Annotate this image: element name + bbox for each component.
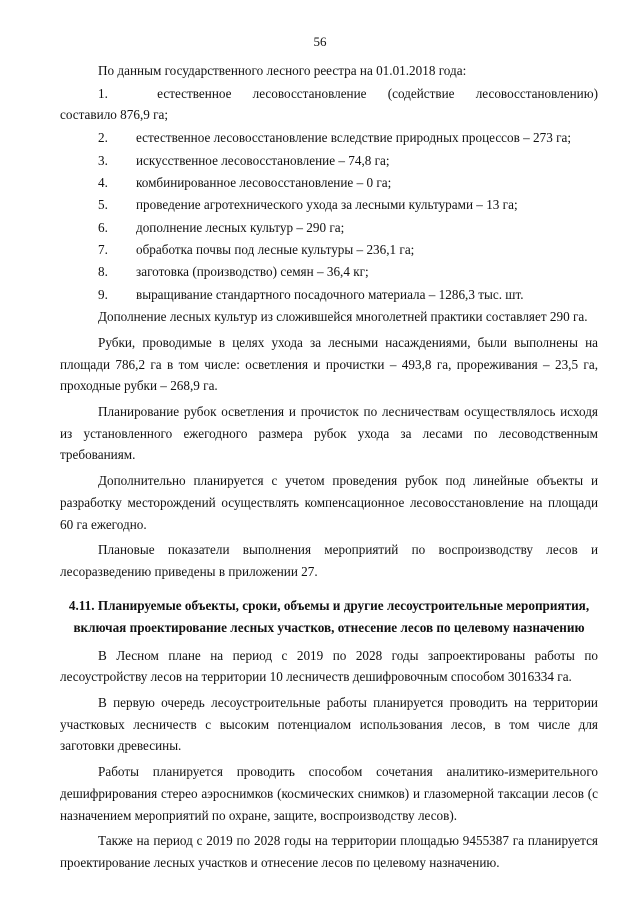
body-paragraph: В Лесном плане на период с 2019 по 2028 годы запроектированы работы по лесоустройству лесов на территории 10 лесничеств дешифровочным способом 3016334 га. [60,647,598,685]
list-text: заготовка (производство) семян – 36,4 кг; [136,264,369,280]
list-item-continuation: составило 876,9 га; [60,107,169,123]
list-item [60,83,598,126]
intro-paragraph: По данным государственного лесного реестра на 01.01.2018 года: [98,63,467,78]
list-item [60,172,598,194]
section-heading: 4.11. Планируемые объекты, сроки, объемы и другие лесоустроительные мероприятия, включая проектирование лесных участков, отнесение лесов по целевому назначению [68,597,590,635]
list-item [60,194,598,216]
list-number: 4. [98,174,108,190]
body-paragraph: Дополнительно планируется с учетом проведения рубок под линейные объекты и разработку месторождений осуществлять компенсационное лесовосстановление на площади 60 га ежегодно. [60,473,598,532]
list-number: 7. [98,242,108,258]
list-word: лесовосстановлению) [475,85,598,101]
list-text: проведение агротехнического ухода за лесными культурами – 13 га; [136,197,518,213]
list-word: естественное [157,85,232,101]
body-paragraph: Работы планируется проводить способом сочетания аналитико-измерительного дешифрирования стерео аэроснимков (космических снимков) и глазомерной таксации лесов (с назначением мероприятий по охране, защите, воспроизводству лесов). [60,764,598,823]
list-item [60,239,598,261]
page-content [60,60,598,878]
list-text: естественное лесовосстановление вследствие природных процессов – 273 га; [136,130,572,146]
list-word: (содействие [387,85,455,101]
body-paragraph: Также на период с 2019 по 2028 годы на территории площадью 9455387 га планируется проектирование лесных участков и отнесение лесов по целевому назначению. [60,833,598,870]
list-number: 3. [98,152,108,168]
list-text: обработка почвы под лесные культуры – 236,1 га; [136,242,415,258]
list-number: 5. [98,197,108,213]
list-item [60,284,598,306]
forest-restoration-list [60,83,598,306]
list-number: 2. [98,130,108,146]
list-text: выращивание стандартного посадочного материала – 1286,3 тыс. шт. [136,286,524,302]
list-item [60,217,598,239]
page-number: 56 [313,34,327,49]
list-text: искусственное лесовосстановление – 74,8 га; [136,152,390,168]
body-paragraph: Дополнение лесных культур из сложившейся многолетней практики составляет 290 га. [98,309,588,325]
list-word: лесовосстановление [252,85,367,101]
body-paragraph: В первую очередь лесоустроительные работы планируется проводить на территории участковых лесничеств с высоким потенциалом использования лесов, в том числе для заготовки древесины. [60,695,598,754]
list-number: 1. [98,85,108,101]
list-number: 8. [98,264,108,280]
list-text: дополнение лесных культур – 290 га; [136,219,345,235]
list-number: 6. [98,219,108,235]
list-item [60,127,598,149]
body-paragraph: Рубки, проводимые в целях ухода за лесными насаждениями, были выполнены на площади 786,2 га в том числе: осветления и прочистки – 493,8 га, прореживания – 23,5 га, проходные рубки – 268,9 га. [60,334,598,394]
list-number: 9. [98,286,108,302]
list-item [60,261,598,283]
list-item-first-line [60,83,598,105]
list-text: комбинированное лесовосстановление – 0 га; [136,174,392,190]
body-paragraph: Планирование рубок осветления и прочисток по лесничествам осуществлялось исходя из установленного ежегодного размера рубок ухода за лесами по лесоводственным требованиям. [60,404,598,463]
list-item [60,150,598,172]
body-paragraph: Плановые показатели выполнения мероприятий по воспроизводству лесов и лесоразведению приведены в приложении 27. [60,542,598,579]
